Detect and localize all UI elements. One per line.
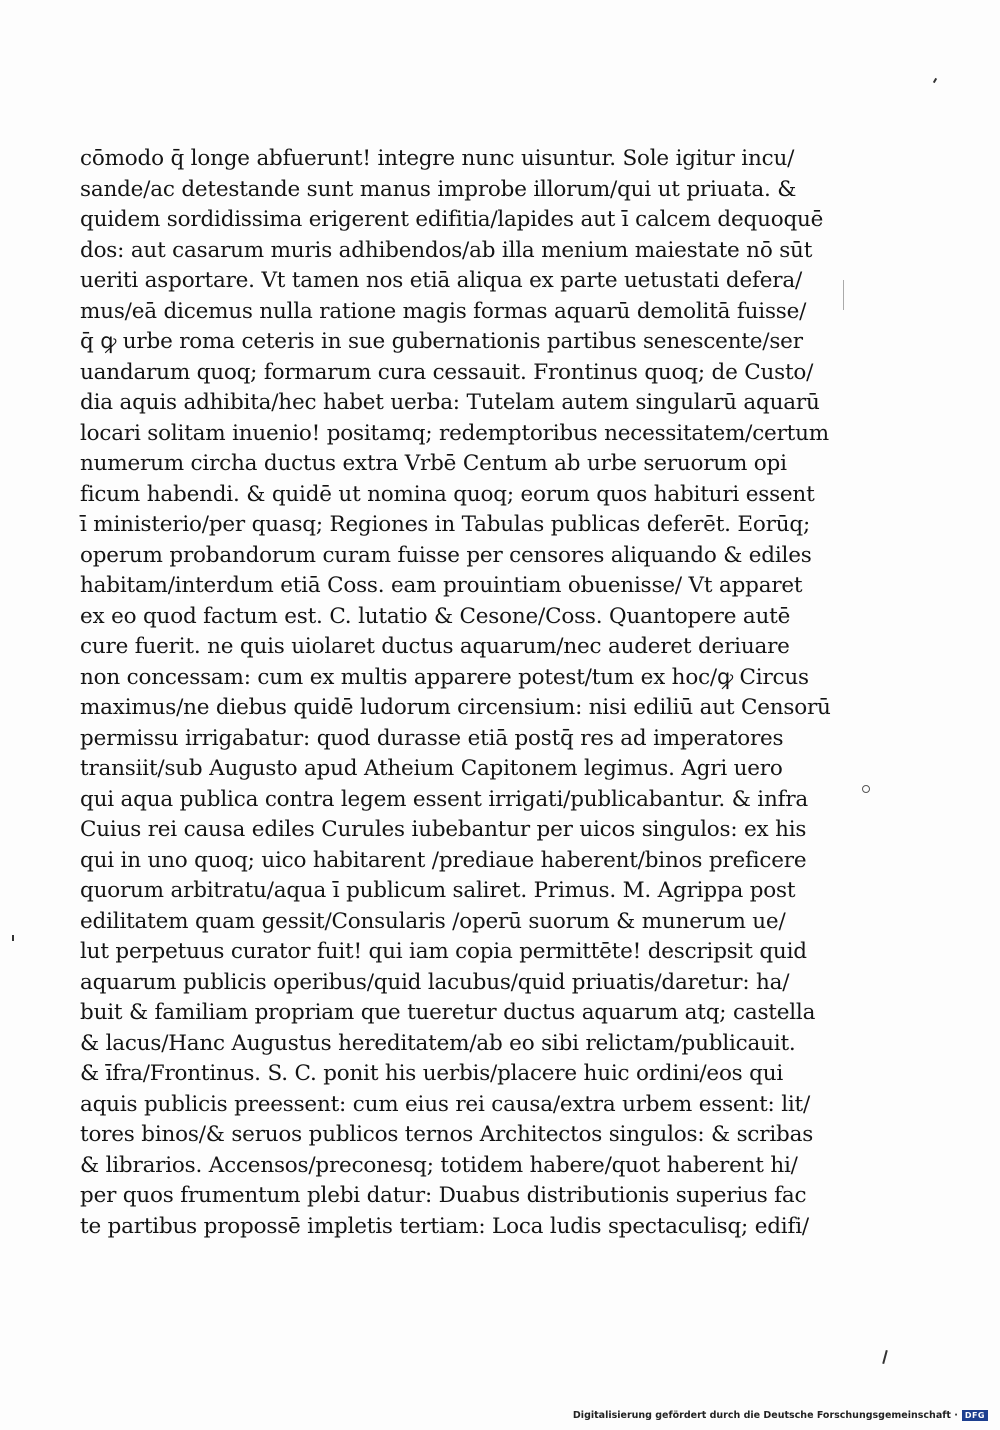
dfg-logo: DFG — [962, 1410, 988, 1421]
scan-speck — [862, 785, 870, 793]
text-line: dia aquis adhibita/hec habet uerba: Tutelam autem singularū aquarū — [80, 390, 820, 415]
text-line: lut perpetuus curator fuit! qui iam copia permittēte! descripsit quid — [80, 939, 807, 964]
footer-text: Digitalisierung gefördert durch die Deutsche Forschungsgemeinschaft · — [572, 1410, 958, 1421]
text-line: q̄ ꝙ urbe roma ceteris in sue gubernationis partibus senescente/ser — [80, 329, 803, 354]
text-line: sande/ac detestande sunt manus improbe illorum/qui ut priuata. & — [80, 176, 797, 202]
text-line: habitam/interdum etiā Coss. eam prouintiam obuenisse/ Vt apparet — [80, 573, 803, 598]
text-line: ueriti asportare. Vt tamen nos etiā aliqua ex parte uetustati defera/ — [80, 268, 803, 293]
text-line: operum probandorum curam fuisse per censores aliquando & ediles — [80, 542, 812, 568]
text-line: per quos frumentum plebi datur: Duabus distributionis superius fac — [80, 1183, 807, 1208]
text-line: qui in uno quoq; uico habitarent /prediaue haberent/binos preficere — [80, 847, 807, 873]
text-line: mus/eā dicemus nulla ratione magis formas aquarū demolitā fuisse/ — [80, 298, 807, 324]
text-line: quidem sordidissima erigerent edifitia/lapides aut ī calcem dequoquē — [80, 207, 824, 232]
text-line: cōmodo q̄ longe abfuerunt! integre nunc uisuntur. Sole igitur incu/ — [80, 146, 795, 171]
text-line: aquis publicis preessent: cum eius rei causa/extra urbem essent: lit/ — [80, 1091, 811, 1117]
text-line: quorum arbitratu/aqua ī publicum saliret. Primus. M. Agrippa post — [80, 878, 796, 903]
latin-text-block — [80, 144, 850, 1242]
scan-speck — [843, 280, 844, 310]
text-line: tores binos/& seruos publicos ternos Architectos singulos: & scribas — [80, 1122, 814, 1147]
text-line: & īfra/Frontinus. S. C. ponit his uerbis/placere huic ordini/eos qui — [80, 1061, 784, 1086]
text-line: transiit/sub Augusto apud Atheium Capitonem legimus. Agri uero — [80, 756, 783, 781]
text-line: & librarios. Accensos/preconesq; totidem habere/quot haberent hi/ — [80, 1152, 798, 1178]
text-line: ī ministerio/per quasq; Regiones in Tabulas publicas deferēt. Eorūq; — [80, 512, 810, 537]
text-line: dos: aut casarum muris adhibendos/ab illa menium maiestate nō sūt — [80, 237, 813, 263]
text-line: & lacus/Hanc Augustus hereditatem/ab eo sibi relictam/publicauit. — [80, 1030, 796, 1056]
text-line: ficum habendi. & quidē ut nomina quoq; eorum quos habituri essent — [80, 481, 815, 507]
text-line: numerum circha ductus extra Vrbē Centum ab urbe seruorum opi — [80, 451, 787, 476]
text-line: edilitatem quam gessit/Consularis /operū suorum & munerum ue/ — [80, 908, 786, 934]
text-line: aquarum publicis operibus/quid lacubus/quid priuatis/daretur: ha/ — [80, 969, 790, 995]
scan-speck — [12, 935, 14, 941]
scan-speck — [933, 78, 937, 83]
scan-speck — [882, 1350, 888, 1364]
text-line: Cuius rei causa ediles Curules iubebantur per uicos singulos: ex his — [80, 817, 807, 842]
text-line: te partibus propossē impletis tertiam: Loca ludis spectaculisq; edifi/ — [80, 1213, 809, 1239]
text-line: cure fuerit. ne quis uiolaret ductus aquarum/nec auderet deriuare — [80, 634, 790, 659]
text-line: non concessam: cum ex multis apparere potest/tum ex hoc/ꝙ Circus — [80, 664, 809, 690]
text-line: buit & familiam propriam que tueretur ductus aquarum atq; castella — [80, 1000, 816, 1025]
text-line: maximus/ne diebus quidē ludorum circensium: nisi ediliū aut Censorū — [80, 695, 831, 720]
text-line: ex eo quod factum est. C. lutatio & Cesone/Coss. Quantopere autē — [80, 603, 791, 629]
text-line: locari solitam inuenio! positamq; redemptoribus necessitatem/certum — [80, 420, 829, 446]
text-line: permissu irrigabatur: quod durasse etiā postq̄ res ad imperatores — [80, 725, 784, 751]
text-line: uandarum quoq; formarum cura cessauit. Frontinus quoq; de Custo/ — [80, 359, 814, 385]
text-line: qui aqua publica contra legem essent irrigati/publicabantur. & infra — [80, 786, 809, 812]
digitization-footer — [573, 1410, 988, 1421]
